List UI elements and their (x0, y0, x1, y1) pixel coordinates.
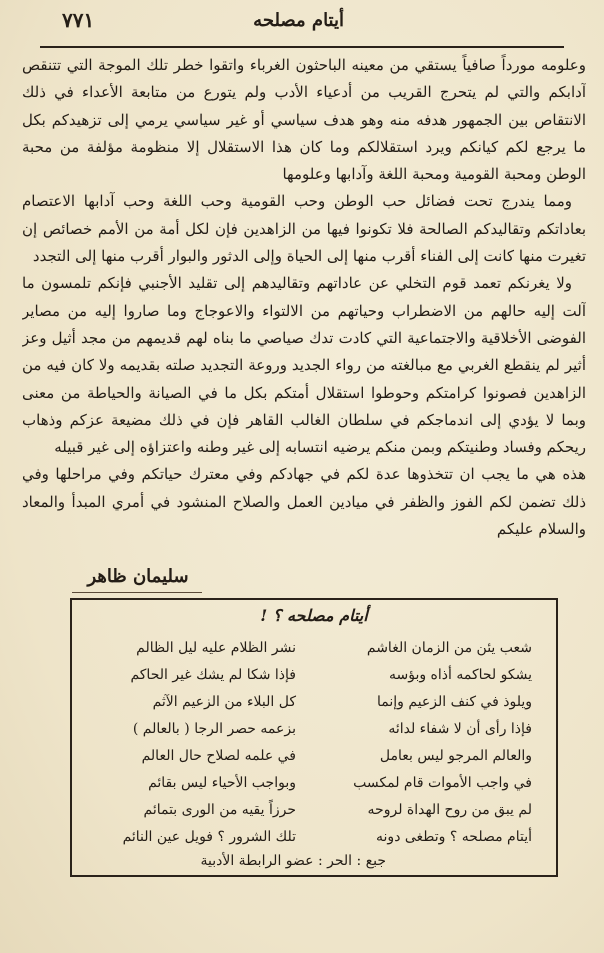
verse-row (90, 769, 538, 796)
verse-row (90, 688, 538, 715)
verse-row (90, 796, 538, 823)
verse-first-hemistich: أيتام مصلحه ؟ وتطغى دونه (376, 828, 532, 845)
verse-second-hemistich: فإذا شكا لم يشك غير الحاكم (130, 666, 296, 683)
verse-row (90, 661, 538, 688)
verse-second-hemistich: كل البلاء من الزعيم الآثم (152, 693, 296, 710)
verse-first-hemistich: شعب يئن من الزمان الغاشم (366, 639, 532, 656)
verse-row (90, 823, 538, 850)
poem-verses (90, 634, 538, 850)
verse-second-hemistich: تلك الشرور ؟ فويل عين النائم (122, 828, 296, 845)
author-signature: سليمان ظاهر (87, 566, 189, 587)
poem-credit: جبع : الحر : عضو الرابطة الأدبية (200, 853, 386, 869)
verse-row (90, 634, 538, 661)
verse-second-hemistich: حرزاً يقيه من الورى بتمائم (143, 801, 296, 818)
verse-first-hemistich: ويلوذ في كنف الزعيم وإنما (377, 693, 532, 710)
page-header (60, 8, 544, 42)
paragraph: ولا يغرنكم تعمد قوم التخلي عن عاداتهم وتقاليدهم إلى تقليد الأجنبي فإنكم تلمسون ما آلت إليه حالهم من الاضطراب وحياتهم من الالتواء والاعوجاج وما صاروا إليه من مصاير الفوضى الأخلاقية والاجتماعية التي كادت تدك صياصي ما بناه لهم قديمهم من مجد أثيل وعز أثير لم ينقطع الغربي مع مبالغته من رواء الجديد وروعة التجديد صلته بقديمه ولا كان فيه من الزاهدين فصونوا كرامتكم وحوطوا استقلال أمتكم بكل ما في الصيانة والحياطة من معنى وبما لا يؤدي إلى اندماجكم في سلطان الغالب القاهر فإن في ذلك مضيعة عزكم وذهاب ريحكم وفساد وطنيتكم وبمن منكم يرضيه انتسابه إلى غير وطنه واعتزاؤه إلى غير قبيله (22, 274, 586, 457)
poem-box (70, 598, 558, 877)
signature-underline (72, 592, 202, 593)
paragraph: ومما يندرج تحت فضائل حب الوطن وحب القومية وحب اللغة وحب آدابها الاعتصام بعاداتكم وتقاليدكم الصالحة فلا تكونوا فيها من الزاهدين فإن لكل أمة من الأمم خصائص إن تغيرت منها كانت إلى الفناء أقرب منها إلى الحياة وإلى الدثور والبوار أقرب منها إلى التجدد (22, 192, 586, 266)
verse-row (90, 715, 538, 742)
verse-first-hemistich: في واجب الأموات قام لمكسب (353, 774, 532, 791)
page-number: ٧٧١ (62, 8, 95, 32)
verse-second-hemistich: وبواجب الأحياء ليس بقائم (148, 774, 296, 791)
article-body (22, 52, 586, 552)
running-title: أيتام مصلحه (253, 10, 344, 31)
verse-first-hemistich: يشكو لحاكمه أذاه وبؤسه (388, 666, 532, 683)
verse-row (90, 742, 538, 769)
poem-title: أيتام مصلحه ؟ ! (260, 606, 368, 625)
verse-second-hemistich: نشر الظلام عليه ليل الظالم (136, 639, 296, 656)
verse-second-hemistich: بزعمه حصر الرجا ( بالعالم ) (132, 720, 296, 737)
paragraph: وعلومه مورداً صافياً يستقي من معينه الباحثون الغرباء واتقوا خطر تلك الموجة التي تتنقص آدابكم والتي لم يتحرج القريب من أدعياء الأدب ولم يتورع من متابعة الأعداء في ذلك الانتقاص بين الجمهور هدفه منه وهو هدف سياسي أو غير سياسي يرمي إلى تزهيدكم بكل ما يرجع لكم كيانكم ويرد استقلالكم وما كان هذا الاستقلال إلا منظومة مؤلفة من محبة الوطن ومحبة القومية ومحبة اللغة وآدابها وعلومها (22, 56, 586, 184)
header-divider (40, 46, 564, 48)
verse-first-hemistich: فإذا رأى أن لا شفاء لدائه (388, 720, 532, 737)
verse-second-hemistich: في علمه لصلاح حال العالم (141, 747, 296, 764)
verse-first-hemistich: والعالم المرجو ليس بعامل (379, 747, 532, 764)
paragraph: هذه هي ما يجب ان تتخذوها عدة لكم في جهادكم وفي معترك حياتكم وفي مراحلها وفي ذلك تضمن لكم الفوز والظفر في ميادين العمل والصلاح المنشود في أمري المبدأ والمعاد والسلام عليكم (22, 465, 586, 539)
verse-first-hemistich: لم يبق من روح الهداة لروحه (367, 801, 532, 818)
